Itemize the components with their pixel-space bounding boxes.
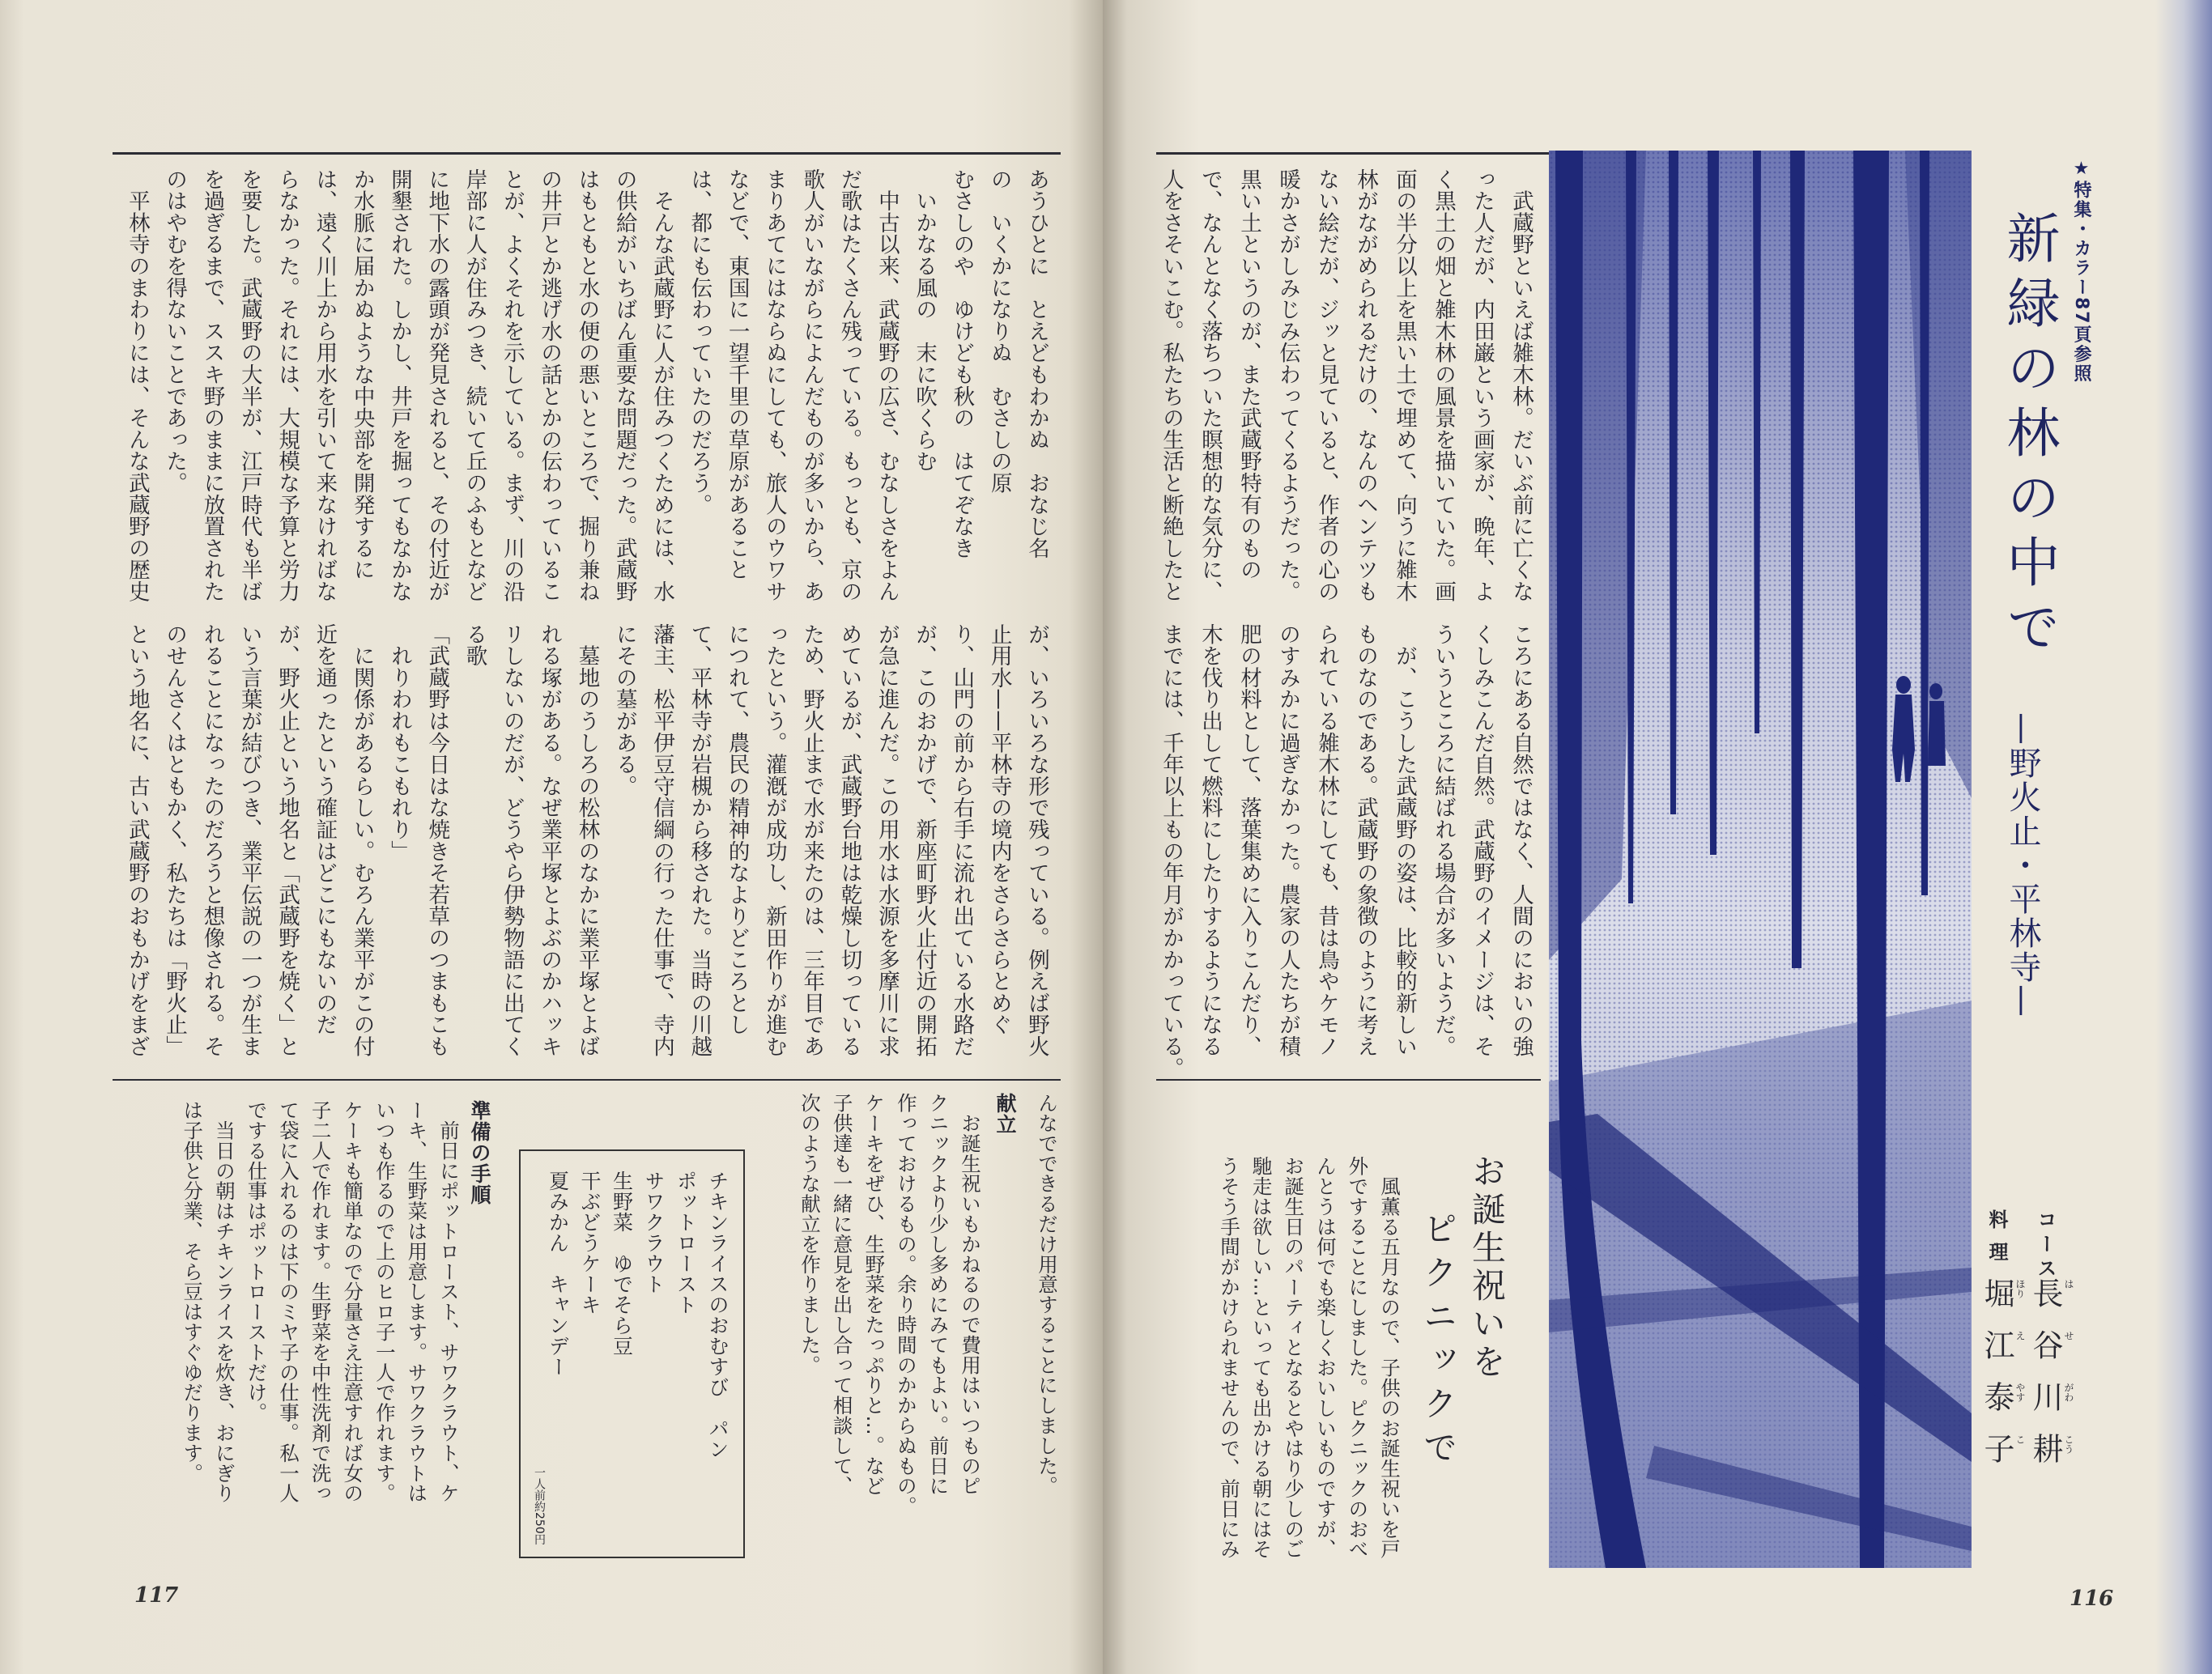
article-line: ういうところに結ばれる場合が多いようだ。: [1431, 623, 1456, 1057]
article-line: くしみこんだ自然。武蔵野のイメージは、そ: [1470, 623, 1495, 1057]
cooking-name: 堀江泰子: [1979, 1277, 2014, 1485]
article-line: 岸部に人が住みつき、続いて丘のふもとなど: [462, 168, 487, 602]
cooking-label: 料理: [1985, 1209, 2008, 1274]
article-line: リしないのだが、どうやら伊勢物語に出てく: [499, 623, 525, 1057]
menu-description-line: 次のような献立を作りました。: [798, 1093, 823, 1375]
article-line: だ歌はたくさん残っている。もっとも、京の: [836, 168, 862, 602]
ruby-reading: がわ: [2063, 1383, 2074, 1402]
menu-description-line: 作っておけるもの。余り時間のかからぬもの。: [894, 1093, 918, 1516]
article-line: 中古以来、武蔵野の広さ、むなしさをよん: [874, 168, 900, 602]
article-right-lower: [1151, 623, 1540, 1079]
article-line: れりわれもこもれり」: [386, 623, 412, 862]
article-line: まりあてにはならぬにしても、旅人のウワサ: [761, 168, 787, 602]
right-middle-rule: [1156, 1079, 1541, 1081]
recipe-intro-line: 外ですることにしました。ピクニックのおべ: [1346, 1156, 1370, 1559]
article-line: という地名に、古い武蔵野のおもかげをまざ: [124, 623, 150, 1057]
page-number-right: 116: [2069, 1587, 2114, 1611]
article-line: の供給がいちばん重要な問題だった。武蔵野: [611, 168, 637, 602]
article-line: いかなる風の 末に吹くらむ: [912, 168, 938, 473]
page-title: 新緑の林の中で: [1997, 210, 2060, 664]
menu-item: サワクラウト: [642, 1171, 666, 1294]
recipe-intro: [1213, 1156, 1406, 1569]
article-line: を過ぎるまで、ススキ野のままに放置された: [199, 168, 225, 602]
left-top-rule: [113, 152, 1061, 155]
prep-text: [177, 1100, 465, 1553]
menu-price: 一人前約250円: [533, 1467, 546, 1545]
article-line: れることになったのだろうと想像される。そ: [199, 623, 225, 1057]
article-line: が、野火止という地名と「武蔵野を焼く」と: [274, 623, 300, 1057]
prep-heading: 準備の手順: [468, 1100, 491, 1205]
article-line: れる塚がある。なぜ業平塚とよぶのかハッキ: [537, 623, 563, 1057]
recipe-intro-line: 風薫る五月なので、子供のお誕生祝いを戸: [1378, 1156, 1402, 1559]
prep-line: 当日の朝はチキンライスを炊き、おにぎり: [212, 1100, 236, 1503]
recipe-intro-continued: [1031, 1093, 1063, 1496]
recipe-intro-line: んなでできるだけ用意することにしました。: [1036, 1093, 1059, 1496]
left-middle-rule: [113, 1079, 1061, 1081]
menu-items: [542, 1171, 734, 1459]
recipe-title-line2: ピクニックで: [1419, 1211, 1458, 1473]
recipe-title-line1: お誕生祝いを: [1467, 1154, 1507, 1382]
prep-line: 前日にポットロースト、サワクラウト、ケ: [437, 1100, 461, 1503]
recipe-intro-line: お誕生日のパーティとなるとやはり少しのご: [1282, 1156, 1306, 1559]
prep-line: いつも作るので上のヒロ子一人で作れます。: [372, 1100, 397, 1503]
article-line: が、いろいろな形で残っている。例えば野火: [1024, 623, 1049, 1057]
prep-line: ーキ、生野菜は用意します。サワクラウトは: [405, 1100, 429, 1503]
article-left-lower: [118, 623, 1055, 1064]
article-line: 平林寺のまわりには、そんな武蔵野の歴史: [124, 168, 150, 602]
article-line: に地下水の露頭が発見されると、その付近が: [424, 168, 450, 602]
recipe-intro-line: んとうは何でも楽しくおいしいものですが、: [1313, 1156, 1338, 1559]
article-line: ものなのである。武蔵野の象徴のように考え: [1353, 623, 1378, 1057]
article-line: に関係があるらしい。むろん業平がこの付: [349, 623, 375, 1057]
menu-heading: 献立: [993, 1093, 1017, 1135]
article-line: った人だが、内田巌という画家が、晩年、よ: [1470, 168, 1495, 602]
article-line: むさしのや ゆけども秋の はてぞなき: [949, 168, 975, 559]
article-line: 木を伐り出して燃料にしたりするようになる: [1197, 623, 1223, 1057]
article-line: いう言葉が結びつき、業平伝説の一つが生ま: [236, 623, 262, 1057]
article-line: が、こうした武蔵野の姿は、比較的新しい: [1392, 623, 1417, 1057]
ruby-reading: は: [2063, 1279, 2074, 1289]
article-line: 面の半分以上を黒い土で埋めて、向うに雑木: [1392, 168, 1417, 602]
article-line: ない絵だが、ジッと見ていると、作者の心の: [1314, 168, 1339, 602]
menu-box: [519, 1149, 745, 1558]
ruby-reading: やす: [2014, 1383, 2026, 1402]
article-line: の いくかになりぬ むさしの原: [986, 168, 1012, 494]
article-line: が、このおかげで、新座町野火止付近の開拓: [912, 623, 938, 1057]
forest-photo-image: [1549, 151, 1972, 1568]
article-line: 林がながめられるだけの、なんのヘンテツも: [1353, 168, 1378, 602]
menu-description-line: ケーキをぜひ、生野菜をたっぷりと…。など: [862, 1093, 887, 1496]
article-line: は、遠く川上から用水を引いて来なければな: [312, 168, 338, 602]
article-line: を要した。武蔵野の大半が、江戸時代も半ば: [236, 168, 262, 602]
prep-line: 子二人で作れます。生野菜を中性洗剤で洗っ: [308, 1100, 333, 1503]
feature-label: ★特集・カラー87頁参照: [2071, 159, 2091, 384]
article-line: 肥の材料として、落葉集めに入りこんだり、: [1236, 623, 1261, 1057]
page-subtitle: —野火止・平林寺—: [2004, 712, 2041, 1018]
article-line: 開墾された。しかし、井戸を掘ってもなかな: [386, 168, 412, 602]
menu-item: 夏みかん キャンデー: [546, 1171, 570, 1377]
article-line: にその墓がある。: [611, 623, 637, 797]
menu-item: 生野菜 ゆでそら豆: [610, 1171, 634, 1357]
article-line: のはやむを得ないことであった。: [162, 168, 188, 494]
prep-line: は子供と分業、そら豆はすぐゆだります。: [181, 1100, 205, 1484]
article-line: 黒い土というのが、また武蔵野特有のもの: [1236, 168, 1261, 581]
article-line: めているが、武蔵野台地は乾燥し切っている: [836, 623, 862, 1057]
menu-description-line: お誕生祝いもかねるので費用はいつものピ: [959, 1093, 982, 1496]
article-line: のすみかに過ぎなかった。農家の人たちが積: [1275, 623, 1300, 1057]
article-line: られている雑木林にしても、昔は鳥やケモノ: [1314, 623, 1339, 1057]
recipe-intro-line: うそう手間がかけられませんので、前日にみ: [1218, 1156, 1242, 1559]
article-line: か水脈に届かぬような中央部を開発するに: [349, 168, 375, 581]
article-right-upper: [1151, 168, 1540, 605]
menu-description-line: クニックより少し多めにみてもよい。前日に: [926, 1093, 951, 1496]
recipe-intro-line: 馳走は欲しい…といっても出かける朝にはそ: [1249, 1156, 1274, 1559]
course-name-ruby: [2063, 1279, 2074, 1486]
article-line: り、山門の前から右手に流れ出ている水路だ: [949, 623, 975, 1057]
article-line: る歌: [462, 623, 487, 667]
menu-description-line: 子供達も一緒に意見を出し合って相談して、: [830, 1093, 854, 1496]
ruby-reading: こ: [2014, 1434, 2026, 1444]
article-line: などで、東国に一望千里の草原があること: [724, 168, 750, 581]
article-line: ころにある自然ではなく、人間のにおいの強: [1508, 623, 1534, 1057]
course-name: 長谷川耕: [2027, 1277, 2063, 1485]
article-line: につれて、農民の精神的なよりどころとし: [724, 623, 750, 1036]
article-line: で、なんとなく落ちついた瞑想的な気分に、: [1197, 168, 1223, 602]
article-line: はもともと水の便の悪いところで、掘り兼ね: [574, 168, 600, 602]
prep-line: でする仕事はポットローストだけ。: [245, 1100, 269, 1423]
forest-photo: [1549, 151, 1972, 1568]
article-line: 墓地のうしろの松林のなかに業平塚とよば: [574, 623, 600, 1057]
article-line: 暖かさがしみじみ伝わってくるようだった。: [1275, 168, 1300, 602]
article-line: て、平林寺が岩槻から移された。当時の川越: [687, 623, 713, 1057]
cooking-name-ruby: [2014, 1279, 2026, 1486]
article-line: らなかった。それには、大規模な予算と労力: [274, 168, 300, 602]
menu-description: [793, 1093, 986, 1554]
article-line: が急に進んだ。この用水は水源を多摩川に求: [874, 623, 900, 1057]
prep-line: て袋に入れるのは下のミヤ子の仕事。私一人: [277, 1100, 301, 1503]
article-line: あうひとに とえどもわかぬ おなじ名: [1024, 168, 1049, 559]
article-line: 藩主、松平伊豆守信綱の行った仕事で、寺内: [649, 623, 675, 1057]
article-left-upper: [118, 168, 1055, 605]
article-line: 人をさそいこむ。私たちの生活と断絶したと: [1159, 168, 1184, 602]
ruby-reading: え: [2014, 1331, 2026, 1340]
article-line: く黒土の畑と雑木林の風景を描いていた。画: [1431, 168, 1456, 602]
menu-item: チキンライスのおむすび パン: [706, 1171, 730, 1459]
article-line: 「武蔵野は今日はな焼きそ若草のつまもこも: [424, 623, 450, 1057]
prep-line: ケーキも簡単なので分量さえ注意すれば女の: [341, 1100, 365, 1503]
article-line: ったという。灌漑が成功し、新田作りが進む: [761, 623, 787, 1057]
article-line: ため、野火止まで水が来たのは、三年目であ: [799, 623, 825, 1057]
article-line: の井戸とか逃げ水の話とかの伝わっているこ: [537, 168, 563, 602]
article-line: 武蔵野といえば雑木林。だいぶ前に亡くな: [1508, 168, 1534, 602]
right-top-rule: [1156, 152, 1551, 155]
article-line: 止用水——平林寺の境内をさらさらとめぐ: [986, 623, 1012, 1036]
article-line: 歌人がいながらによんだものが多いから、あ: [799, 168, 825, 602]
article-line: は、都にも伝わっていたのだろう。: [687, 168, 713, 516]
menu-item: ポットロースト: [674, 1171, 698, 1315]
ruby-reading: ほり: [2014, 1279, 2026, 1298]
ruby-reading: こう: [2063, 1434, 2074, 1454]
ruby-reading: せ: [2063, 1331, 2074, 1340]
menu-item: 干ぶどうケーキ: [578, 1171, 602, 1315]
article-line: とが、よくそれを示している。まず、川の沿: [499, 168, 525, 602]
page-number-left: 117: [134, 1583, 179, 1608]
article-line: 近を通ったという確証はどこにもないのだ: [312, 623, 338, 1036]
article-line: のせんさくはともかく、私たちは「野火止」: [162, 623, 188, 1057]
article-line: そんな武蔵野に人が住みつくためには、水: [649, 168, 675, 602]
course-label: コース: [2034, 1209, 2057, 1282]
article-line: までには、千年以上もの年月がかかっている。: [1159, 623, 1184, 1079]
